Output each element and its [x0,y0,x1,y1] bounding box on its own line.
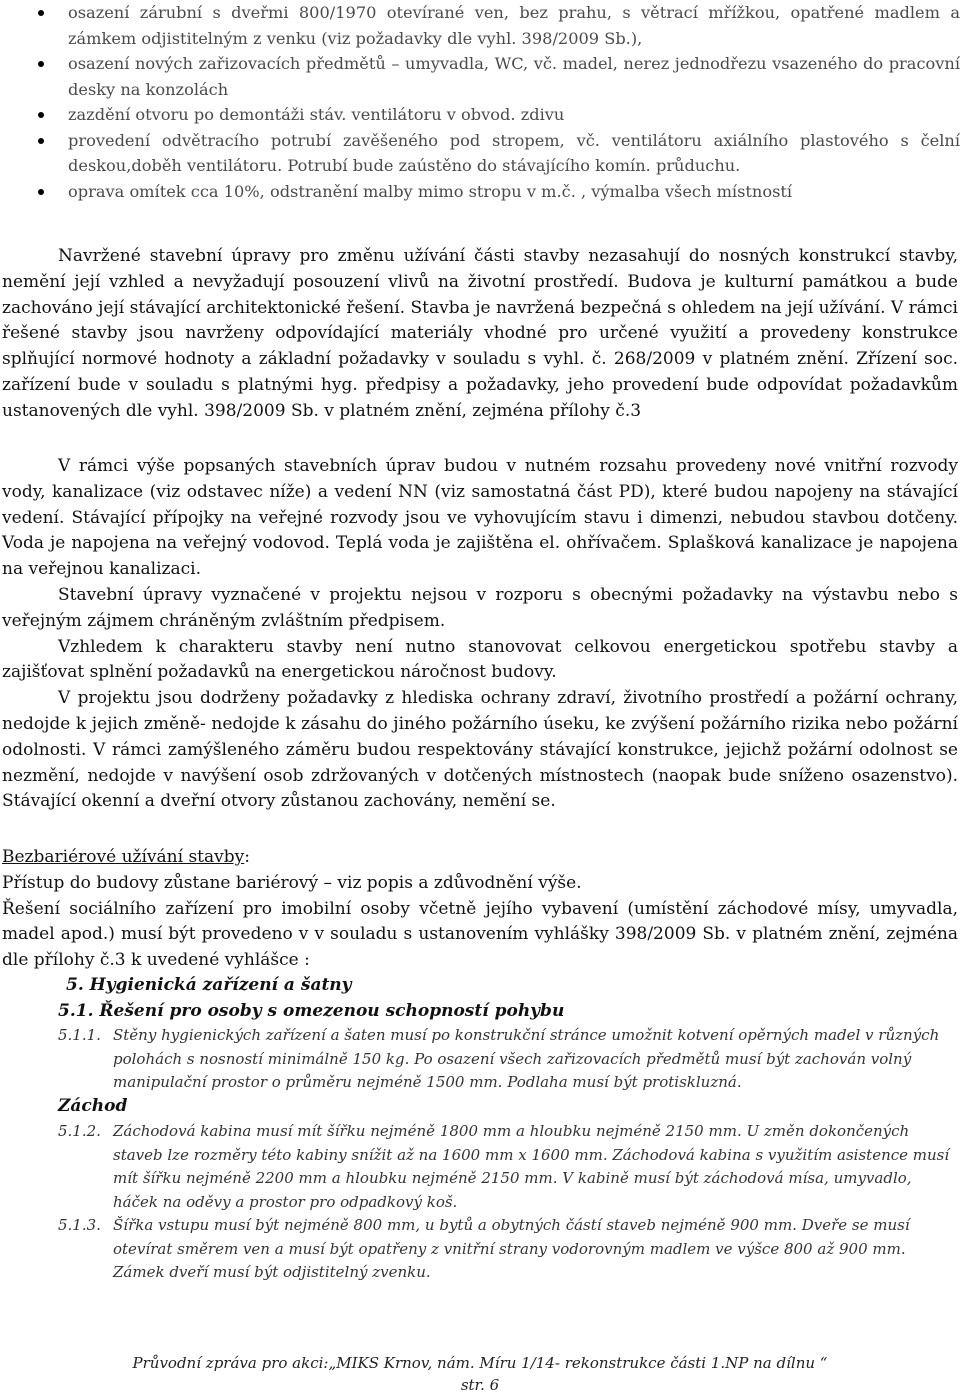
bullet-text: osazení zárubní s dveřmi 800/1970 otevírané ven, bez prahu, s větrací mřížkou, opatřené madlem a zámkem odjistitelným z venku (viz požadavky dle vyhl. 398/2009 Sb.), [68,3,960,48]
paragraph-utilities: V rámci výše popsaných stavebních úprav budou v nutném rozsahu provedeny nové vnitřní rozvody vody, kanalizace (viz odstavec níže) a vedení NN (viz samostatná část PD), které budou napojeny na stávající vedení. Stávající přípojky na veřejné rozvody jsou ve vyhovujícím stavu i dimenzi, nebudou stavbou dotčeny. Voda je napojena na veřejný vodovod. Teplá voda je zajištěna el. ohřívačem. Splašková kanalizace je napojena na veřejnou kanalizaci. [2,456,958,580]
clause-number: 5.1.2. [58,1122,101,1140]
paragraph-energy: Vzhledem k charakteru stavby není nutno stanovovat celkovou energetickou spotřebu stavby a zajišťovat splnění požadavků na energetickou náročnost budovy. [2,636,958,683]
footer-title: Průvodní zpráva pro akci:„MIKS Krnov, nám. Míru 1/14- rekonstrukce části 1.NP na dílnu “ [132,1354,828,1372]
bullet-dot-icon [38,61,44,67]
bullet-item [0,179,960,205]
barrier-free-section [2,845,958,974]
paragraph-public-interest: Stavební úpravy vyznačené v projektu nejsou v rozporu s obecnými požadavky na výstavbu nebo s veřejným zájmem chráněným zvláštním předpisem. [2,584,958,631]
page-number: str. 6 [460,1376,500,1394]
paragraph-group-1 [2,244,958,425]
section-5-1-title: 5.1. Řešení pro osoby s omezenou schopností pohybu [58,1001,565,1021]
clause-5-1-2 [58,1120,958,1214]
clause-number: 5.1.3. [58,1216,101,1234]
barrier-free-heading-colon: : [244,847,250,867]
paragraph-structural: Navržené stavební úpravy pro změnu užívání části stavby nezasahují do nosných konstrukcí stavby, nemění její vzhled a nevyžadují posouzení vlivů na životní prostředí. Budova je kulturní památkou a bude zachováno její stávající architektonické řešení. Stavba je navržená bezpečná s ohledem na její užívání. V rámci řešené stavby jsou navrženy odpovídající materiály vhodné pro určené využití a provedeny konstrukce splňující normové hodnoty a základní požadavky v souladu s vyhl. č. 268/2009 v platném znění. Zřízení soc. zařízení bude v souladu s platnými hyg. předpisy a požadavky, jeho provedení bude odpovídat požadavkům ustanovených dle vyhl. 398/2009 Sb. v platném znění, zejména přílohy č.3 [2,246,958,421]
bullet-item [0,51,960,102]
bullet-dot-icon [38,10,44,16]
barrier-free-access: Přístup do budovy zůstane bariérový – viz popis a zdůvodnění výše. [2,872,582,893]
bullet-dot-icon [38,112,44,118]
bullet-list [0,0,960,204]
toilet-heading: Záchod [58,1096,128,1116]
bullet-text: provedení odvětracího potrubí zavěšeného pod stropem, vč. ventilátoru axiálního plastového s čelní deskou,doběh ventilátoru. Potrubí bude zaústěno do stávajícího komín. průduchu. [68,130,960,175]
page-footer [0,1352,960,1396]
clause-text: Šířka vstupu musí být nejméně 800 mm, u bytů a obytných částí staveb nejméně 900 mm. Dveře se musí otevírat směrem ven a musí být opatřeny z vnitřní strany vodorovným madlem ve výšce 800 až 900 mm. Zámek dveří musí být odjistitelný zvenku. [113,1216,910,1281]
bullet-item [0,102,960,128]
barrier-free-requirements: Řešení sociálního zařízení pro imobilní osoby včetně jejího vybavení (umístění záchodové mísy, umyvadla, madel apod.) musí být provedeno v v souladu s ustanovením vyhlášky 398/2009 Sb. v platném znění, zejména dle přílohy č.3 k uvedené vyhlášce : [2,898,958,971]
clause-text: Stěny hygienických zařízení a šaten musí po konstrukční stránce umožnit kotvení opěrných madel v různých polohách s nosností minimálně 150 kg. Po osazení všech zařizovacích předmětů musí být zachován volný manipulační prostor o průměru nejméně 1500 mm. Podlaha musí být protiskluzná. [113,1026,940,1091]
paragraph-fire-safety: V projektu jsou dodrženy požadavky z hlediska ochrany zdraví, životního prostředí a požární ochrany, nedojde k jejich změně- nedojde k zásahu do jiného požárního úseku, ke zvýšení požárního rizika nebo požární odolnosti. V rámci zamýšleného záměru budou respektovány stávající konstrukce, jejichž požární odolnost se nezmění, nedojde v navýšení osob zdržovaných v dotčených místnostech (naopak bude sníženo osazenstvo). Stávající okenní a dveřní otvory zůstanou zachovány, nemění se. [2,688,958,812]
bullet-item [0,128,960,179]
paragraph-group-2 [2,454,958,815]
section-5-title: 5. Hygienická zařízení a šatny [66,975,352,995]
barrier-free-heading-text: Bezbariérové užívání stavby [2,847,245,867]
clause-5-1-1 [58,1024,958,1095]
bullet-text: zazdění otvoru po demontáži stáv. ventilátoru v obvod. zdivu [68,105,565,124]
bullet-text: osazení nových zařizovacích předmětů – umyvadla, WC, vč. madel, nerez jednodřezu vsazeného do pracovní desky na konzolách [68,54,960,99]
bullet-dot-icon [38,189,44,195]
barrier-free-heading [2,845,958,871]
clause-text: Záchodová kabina musí mít šířku nejméně 1800 mm a hloubku nejméně 2150 mm. U změn dokončených staveb lze rozměry této kabiny snížit až na 1600 mm x 1600 mm. Záchodová kabina s využitím asistence musí mít šířku nejméně 2200 mm a hloubku nejméně 2150 mm. V kabině musí být záchodová mísa, umyvadlo, háček na oděvy a prostor pro odpadkový koš. [113,1122,950,1211]
bullet-item [0,0,960,51]
bullet-text: oprava omítek cca 10%, odstranění malby mimo stropu v m.č. , výmalba všech místností [68,181,793,201]
bullet-dot-icon [38,138,44,144]
clause-number: 5.1.1. [58,1026,101,1044]
clause-5-1-3 [58,1214,958,1285]
